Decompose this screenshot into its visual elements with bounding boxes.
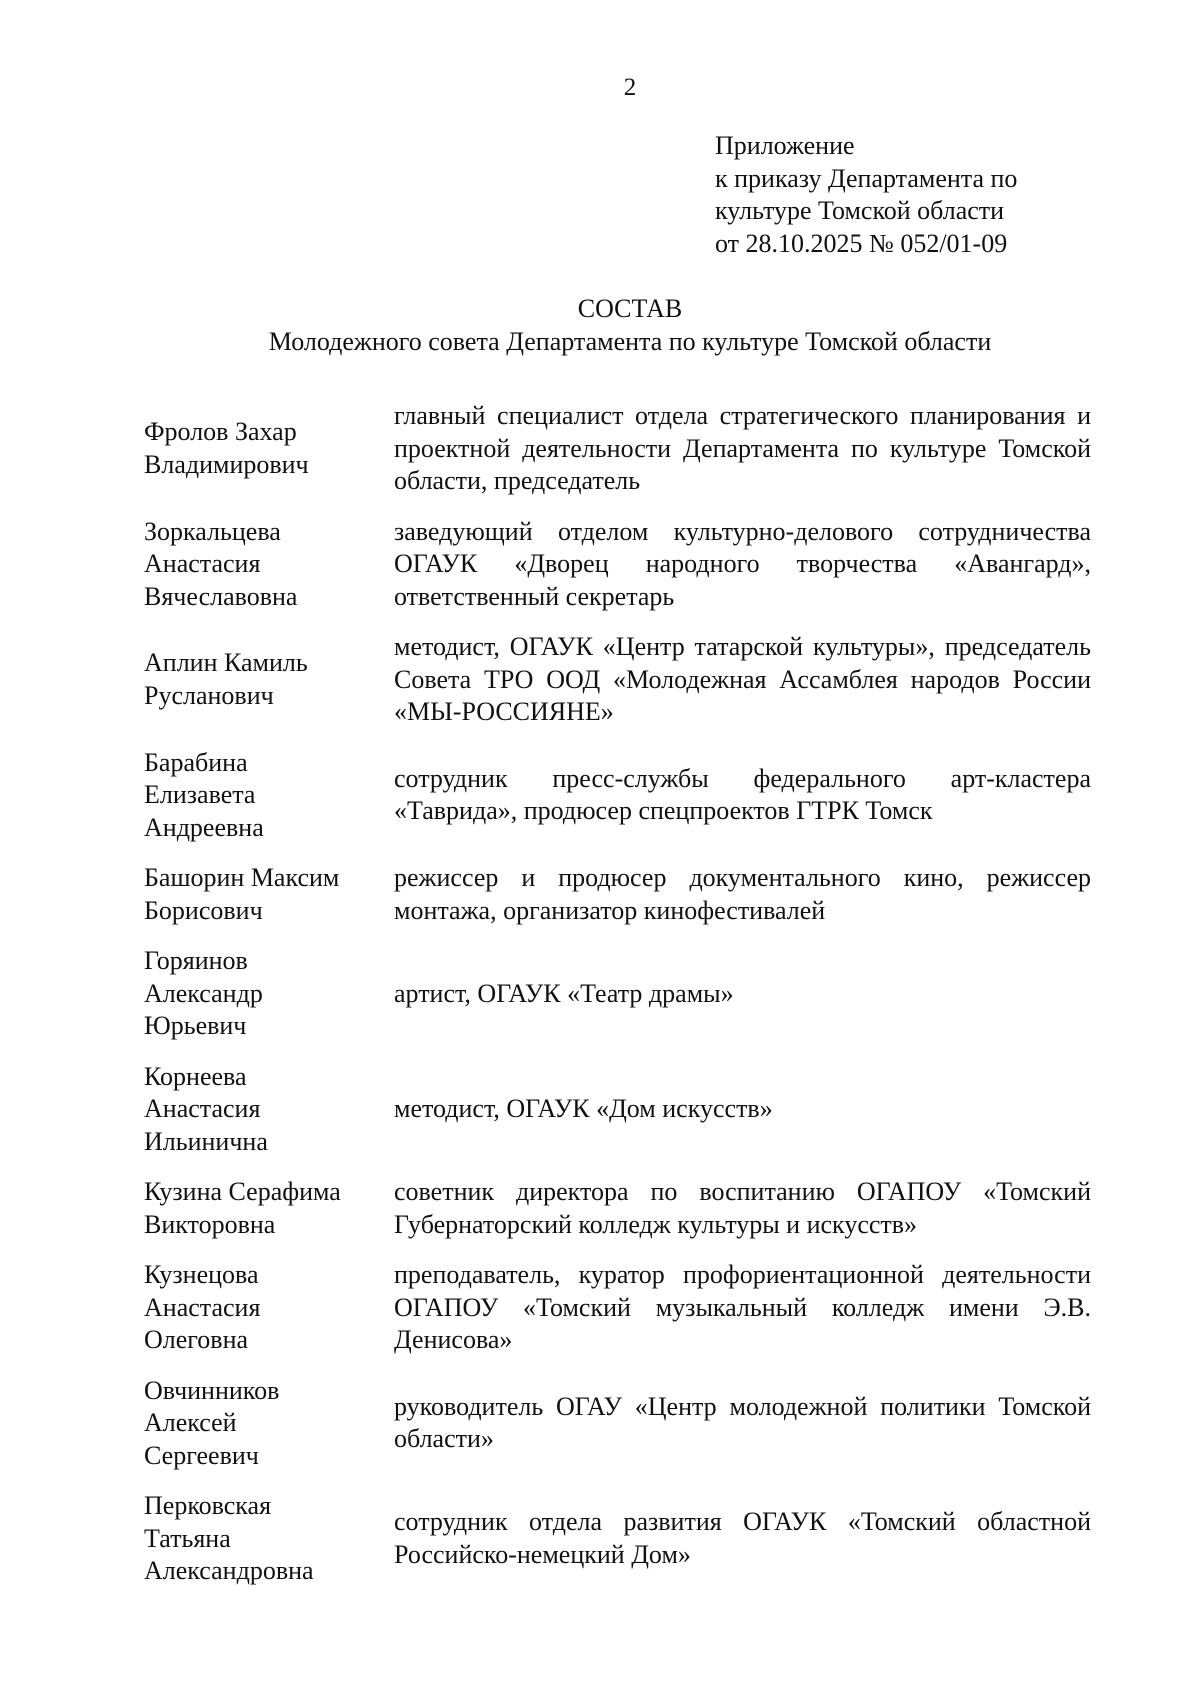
- member-name: Фролов Захар Владимирович: [144, 417, 309, 479]
- member-row: [144, 747, 1091, 845]
- member-name: Перковская Татьяна Александровна: [144, 1491, 314, 1585]
- member-name: Аплин Камиль Русланович: [144, 648, 308, 710]
- member-role: методист, ОГАУК «Центр татарской культуры», председатель Совета ТРО ООД «Молодежная Ассамблея народов России «МЫ-РОССИЯНЕ»: [394, 632, 1091, 726]
- page-number: 2: [623, 74, 637, 101]
- member-row: [144, 400, 1091, 498]
- document-subtitle: Молодежного совета Департамента по культуре Томской области: [268, 327, 992, 356]
- member-row: [144, 945, 1091, 1043]
- member-row: [144, 1375, 1091, 1473]
- member-role: режиссер и продюсер документального кино, режиссер монтажа, организатор кинофестивалей: [394, 863, 1091, 925]
- member-name: Барабина Елизавета Андреевна: [144, 747, 264, 842]
- member-role: советник директора по воспитанию ОГАПОУ «Томский Губернаторский колледж культуры и искусств»: [394, 1177, 1091, 1239]
- appendix-block: [715, 130, 1075, 260]
- members-list: [144, 400, 1091, 1606]
- member-row: [144, 1490, 1091, 1588]
- member-name: Корнеева Анастасия Ильинична: [144, 1061, 268, 1156]
- member-row: [144, 1176, 1091, 1241]
- member-name: Зоркальцева Анастасия Вячеславовна: [144, 516, 298, 611]
- appendix-line: культуре Томской области: [715, 196, 1005, 225]
- member-role: главный специалист отдела стратегического планирования и проектной деятельности Департамента по культуре Томской области, председатель: [394, 401, 1091, 495]
- member-row: [144, 1259, 1091, 1357]
- member-role: преподаватель, куратор профориентационной деятельности ОГАПОУ «Томский музыкальный колледж имени Э.В. Денисова»: [394, 1260, 1091, 1354]
- appendix-line: от 28.10.2025 № 052/01-09: [715, 228, 1008, 258]
- member-name: Кузина Серафима Викторовна: [144, 1177, 341, 1239]
- member-role: артист, ОГАУК «Театр драмы»: [394, 978, 734, 1008]
- member-row: [144, 1061, 1091, 1159]
- member-row: [144, 862, 1091, 927]
- member-role: сотрудник пресс-службы федерального арт-кластера «Таврида», продюсер спецпроектов ГТРК Томск: [394, 763, 1091, 826]
- member-role: заведующий отделом культурно-делового сотрудничества ОГАУК «Дворец народного творчества «Авангард», ответственный секретарь: [394, 516, 1091, 611]
- document-title: СОСТАВ: [577, 294, 683, 323]
- member-row: [144, 516, 1091, 614]
- member-name: Кузнецова Анастасия Олеговна: [144, 1260, 261, 1354]
- member-role: методист, ОГАУК «Дом искусств»: [394, 1094, 773, 1123]
- member-role: сотрудник отдела развития ОГАУК «Томский областной Российско-немецкий Дом»: [394, 1507, 1091, 1569]
- appendix-line: Приложение: [715, 131, 855, 160]
- member-role: руководитель ОГАУ «Центр молодежной политики Томской области»: [394, 1391, 1091, 1454]
- appendix-line: к приказу Департамента по: [715, 163, 1018, 193]
- member-name: Горяинов Александр Юрьевич: [144, 946, 263, 1040]
- member-name: Овчинников Алексей Сергеевич: [144, 1375, 280, 1470]
- member-name: Башорин Максим Борисович: [144, 863, 340, 925]
- member-row: [144, 631, 1091, 729]
